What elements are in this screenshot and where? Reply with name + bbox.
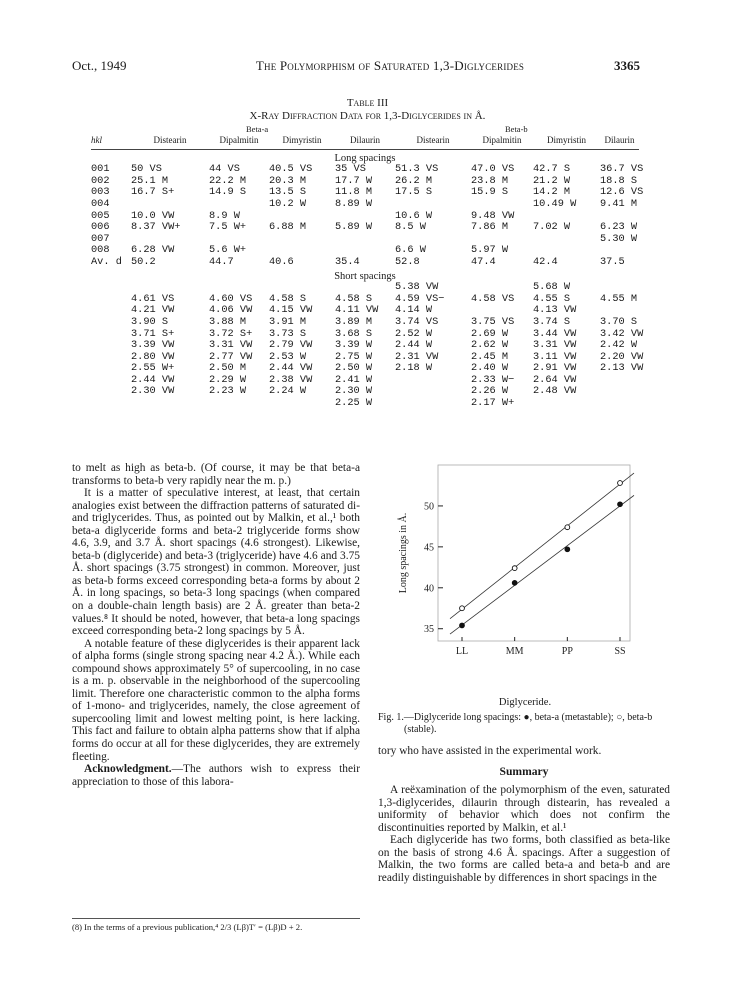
table-cell: 35 VS: [335, 163, 366, 176]
table-cell: 12.6 VS: [600, 186, 644, 199]
table-cell: 5.38 VW: [395, 281, 439, 294]
table-cell: [395, 199, 471, 211]
table-cell: 15.9 S: [471, 186, 509, 199]
acknowledgment-heading: Acknowledgment.: [84, 763, 172, 776]
table-cell: 26.2 M: [395, 174, 433, 187]
section-label: Long spacings: [334, 152, 396, 164]
x-ray-diffraction-table: [91, 135, 644, 410]
beta-b-point: [565, 525, 570, 530]
table-cell: 007: [91, 232, 110, 245]
table-cell: 4.55 M: [600, 292, 638, 305]
table-cell: 10.49 W: [533, 197, 577, 210]
table-cell: 2.42 W: [600, 339, 638, 352]
x-tick-label: SS: [614, 646, 626, 657]
beta-a-point: [618, 502, 623, 507]
x-tick-label: LL: [455, 646, 469, 657]
table-row: [91, 199, 639, 211]
table-cell: [471, 199, 533, 211]
group-label-beta-a: Beta-a: [246, 124, 269, 134]
table-cell: 21.2 W: [533, 174, 571, 187]
table-cell: 3.89 M: [335, 315, 373, 328]
table-cell: 51.3 VS: [395, 163, 439, 176]
table-cell: 002: [91, 174, 110, 187]
table-cell: 4.14 W: [395, 304, 433, 317]
table-cell: 2.50 W: [335, 362, 373, 375]
table-cell: 2.30 VW: [131, 385, 175, 398]
table-cell: [91, 282, 131, 294]
table-cell: [209, 282, 269, 294]
table-cell: 50 VS: [131, 163, 162, 176]
column-header: hkl: [91, 135, 102, 145]
beta-a-point: [512, 580, 517, 585]
table-cell: 23.8 M: [471, 174, 509, 187]
table-cell: 3.75 VS: [471, 315, 515, 328]
table-cell: 2.33 W−: [471, 373, 515, 386]
table-cell: 2.31 VW: [395, 350, 439, 363]
table-cell: [395, 375, 471, 387]
series-line-beta-b: [450, 473, 634, 619]
table-cell: 17.5 S: [395, 186, 433, 199]
table-cell: 2.40 W: [471, 362, 509, 375]
table-cell: 20.3 M: [269, 174, 307, 187]
table-cell: 005: [91, 209, 110, 222]
table-cell: [209, 398, 269, 410]
table-cell: 2.64 VW: [533, 373, 577, 386]
table-cell: 22.2 M: [209, 174, 247, 187]
table-cell: 3.74 S: [533, 315, 571, 328]
column-header: Dimyristin: [282, 135, 322, 145]
figure-1: [380, 455, 670, 690]
table-cell: 42.4: [533, 255, 558, 268]
table-cell: 2.13 VW: [600, 362, 644, 375]
table-cell: 3.31 VW: [533, 339, 577, 352]
column-header: Dimyristin: [546, 135, 586, 145]
table-cell: 7.02 W: [533, 221, 571, 234]
table-caption: X-Ray Diffraction Data for 1,3-Diglycerides in Å.: [249, 110, 486, 122]
table-cell: 001: [91, 163, 110, 176]
table-cell: [533, 398, 600, 410]
table-cell: [91, 375, 131, 387]
table-cell: [600, 398, 639, 410]
table-cell: 2.48 VW: [533, 385, 577, 398]
table-cell: [600, 282, 639, 294]
table-cell: 6.88 M: [269, 221, 307, 234]
table-cell: [131, 199, 209, 211]
table-cell: 2.91 VW: [533, 362, 577, 375]
table-cell: 2.44 VW: [269, 362, 313, 375]
table-cell: 40.5 VS: [269, 163, 313, 176]
table-cell: [335, 282, 395, 294]
table-cell: [395, 386, 471, 398]
table-cell: 4.21 VW: [131, 304, 175, 317]
table-cell: 3.88 M: [209, 315, 247, 328]
running-header-title: The Polymorphism of Saturated 1,3-Diglycerides: [255, 58, 525, 73]
table-cell: 2.69 W: [471, 327, 509, 340]
table-cell: 4.55 S: [533, 292, 571, 305]
table-cell: 25.1 M: [131, 174, 169, 187]
series-line-beta-a: [450, 495, 634, 634]
table-cell: 10.2 W: [269, 197, 307, 210]
table-cell: 5.89 W: [335, 221, 373, 234]
table-cell: 3.39 W: [335, 339, 373, 352]
table-cell: 3.91 M: [269, 315, 307, 328]
table-cell: 4.58 VS: [471, 292, 515, 305]
table-cell: [91, 398, 131, 410]
table-cell: 7.5 W+: [209, 221, 247, 234]
table-cell: 5.6 W+: [209, 244, 247, 257]
table-cell: 3.11 VW: [533, 350, 577, 363]
table-cell: 2.17 W+: [471, 397, 515, 410]
table-cell: 8.37 VW+: [131, 221, 181, 234]
summary-paragraph-2: Each diglyceride has two forms, both classified as beta-like on the basis of strong 4.6 Å. spacings. After a suggestion of Malkin, the two forms are called beta-a and beta-b and are readily distinguishable by differences in short spacings in the: [378, 834, 670, 884]
table-cell: 3.71 S+: [131, 327, 175, 340]
column-header: Dipalmitin: [219, 135, 259, 145]
table-cell: 2.79 VW: [269, 339, 313, 352]
table-cell: 4.15 VW: [269, 304, 313, 317]
table-cell: 2.80 VW: [131, 350, 175, 363]
table-cell: 9.41 M: [600, 197, 638, 210]
table-cell: [395, 398, 471, 410]
table-cell: 47.0 VS: [471, 163, 515, 176]
table-header-row: [91, 135, 639, 149]
footnote-8: (8) In the terms of a previous publication,⁴ 2/3 (Lβ)T′ = (Lβ)D + 2.: [72, 922, 303, 932]
page-number: 3365: [614, 58, 640, 73]
table-cell: [269, 398, 335, 410]
table-cell: 8.5 W: [395, 221, 426, 234]
beta-a-point: [565, 547, 570, 552]
table-cell: 4.06 VW: [209, 304, 253, 317]
column-header: Distearin: [416, 135, 450, 145]
table-row: [91, 317, 639, 329]
table-cell: 2.24 W: [269, 385, 307, 398]
table-cell: 9.48 VW: [471, 209, 515, 222]
x-axis-label: Diglyceride.: [498, 697, 552, 708]
table-cell: 5.97 W: [471, 244, 509, 257]
table-cell: 44 VS: [209, 163, 240, 176]
table-cell: 13.5 S: [269, 186, 307, 199]
y-tick-label: 45: [424, 542, 434, 554]
table-cell: 2.50 M: [209, 362, 247, 375]
table-cell: 3.44 VW: [533, 327, 577, 340]
figure-caption: Fig. 1.—Diglyceride long spacings: ●, beta-a (metastable); ○, beta-b (stable).: [378, 712, 653, 735]
table-cell: 4.58 S: [335, 292, 373, 305]
table-cell: 2.20 VW: [600, 350, 644, 363]
table-cell: 5.68 W: [533, 281, 571, 294]
table-cell: 3.74 VS: [395, 315, 439, 328]
table-cell: 42.7 S: [533, 163, 571, 176]
table-cell: 17.7 W: [335, 174, 373, 187]
column-header: Dilaurin: [604, 135, 635, 145]
table-row: [91, 282, 639, 294]
table-cell: 14.2 M: [533, 186, 571, 199]
table-cell: 2.52 W: [395, 327, 433, 340]
table-cell: 11.8 M: [335, 186, 373, 199]
y-tick-label: 35: [424, 624, 434, 636]
table-cell: 3.90 S: [131, 315, 169, 328]
table-cell: [91, 363, 131, 375]
table-cell: 7.86 M: [471, 221, 509, 234]
column-header: Distearin: [153, 135, 187, 145]
table-cell: [131, 398, 209, 410]
table-cell: 3.70 S: [600, 315, 638, 328]
table-cell: 4.13 VW: [533, 304, 577, 317]
table-cell: [91, 329, 131, 341]
table-cell: 35.4: [335, 255, 360, 268]
x-tick-label: MM: [505, 646, 524, 657]
plot-frame: [438, 465, 630, 641]
table-cell: 50.2: [131, 255, 156, 268]
paragraph-analogies: It is a matter of speculative interest, at least, that certain analogies exist between the diffraction patterns of saturated di- and triglycerides. Thus, as pointed out by Malkin, et al.,¹ both beta-a diglyceride forms and beta-2 triglyceride forms show 4.6, 3.9, and 3.7 Å. short spacings (4.6 strongest). Likewise, beta-b (diglyceride) and beta-3 (triglyceride) have 4.6 and 3.75 Å. short spacings (3.75 strongest) in common. Moreover, just as beta-b forms exceed corresponding beta-a forms by about 2 Å. in long spacings, so beta-3 long spacings (when compared on a double-chain length basis) are 2 Å. greater than beta-2 values.⁸ It should be noted, however, that beta-a long spacings exceed corresponding beta-2 long spacings by 5 Å.: [72, 487, 360, 638]
table-cell: 4.60 VS: [209, 292, 253, 305]
table-cell: 4.58 S: [269, 292, 307, 305]
table-cell: [131, 282, 209, 294]
table-cell: 003: [91, 186, 110, 199]
table-cell: [533, 234, 600, 246]
table-cell: 8.89 W: [335, 197, 373, 210]
table-cell: 008: [91, 244, 110, 257]
table-cell: 006: [91, 221, 110, 234]
table-cell: [335, 234, 395, 246]
right-text-column: [378, 745, 670, 884]
table-cell: 2.18 W: [395, 362, 433, 375]
table-cell: 2.44 VW: [131, 373, 175, 386]
table-cell: 10.0 VW: [131, 209, 175, 222]
table-cell: 4.11 VW: [335, 304, 379, 317]
summary-heading: Summary: [499, 764, 549, 778]
beta-b-point: [618, 481, 623, 486]
table-row: [91, 398, 639, 410]
table-cell: 18.8 S: [600, 174, 638, 187]
table-cell: Av. d: [91, 255, 122, 268]
table-cell: 2.77 VW: [209, 350, 253, 363]
table-cell: 6.6 W: [395, 244, 426, 257]
table-cell: 8.9 W: [209, 209, 240, 222]
table-cell: [91, 317, 131, 329]
table-cell: 3.42 VW: [600, 327, 644, 340]
paragraph-laboratory: tory who have assisted in the experimental work.: [378, 745, 602, 757]
table-cell: [600, 386, 639, 398]
table-cell: [91, 386, 131, 398]
table-cell: 2.23 W: [209, 385, 247, 398]
table-cell: 2.25 W: [335, 397, 373, 410]
group-label-beta-b: Beta-b: [505, 124, 528, 134]
table-cell: 4.61 VS: [131, 292, 175, 305]
table-cell: 5.30 W: [600, 232, 638, 245]
section-label: Short spacings: [334, 270, 396, 282]
table-cell: [91, 352, 131, 364]
table-cell: 2.55 W+: [131, 362, 175, 375]
summary-paragraph-1: A reëxamination of the polymorphism of the even, saturated 1,3-diglycerides, dilaurin through distearin, has revealed a uniformity of behavior which does not confirm the discontinuities reported by Malkin, et al.¹: [378, 784, 670, 834]
footnote-rule: [72, 918, 360, 919]
table-cell: [269, 234, 335, 246]
table-cell: 2.75 W: [335, 350, 373, 363]
beta-b-point: [512, 566, 517, 571]
table-cell: 16.7 S+: [131, 186, 175, 199]
table-cell: 2.62 W: [471, 339, 509, 352]
table-cell: 6.28 VW: [131, 244, 175, 257]
column-header: Dipalmitin: [482, 135, 522, 145]
table-cell: 2.45 M: [471, 350, 509, 363]
table-cell: 36.7 VS: [600, 163, 644, 176]
y-axis-label: Long spacings in Å.: [398, 512, 409, 594]
y-tick-label: 40: [424, 583, 434, 595]
table-cell: 2.41 W: [335, 373, 373, 386]
table-cell: 3.68 S: [335, 327, 373, 340]
long-spacings-chart: [380, 455, 670, 690]
column-header: Dilaurin: [350, 135, 380, 145]
table-cell: 14.9 S: [209, 186, 247, 199]
table-row: [91, 257, 639, 269]
paragraph-alpha-forms: A notable feature of these diglycerides is their apparent lack of alpha forms (single strong spacing near 4.2 Å.). While each compound shows approximately 5° of supercooling, in no case is a m. p. observable in the neighborhood of the supercooling limit. Therefore one characteristic common to the alpha forms of 1-mono- and triglycerides, namely, the close agreement of supercooling limit and lowest melting point, is here lacking. This fact and failure to obtain alpha patterns show that if alpha forms do occur at all for these diglycerides, they are extremely fleeting.: [72, 637, 360, 763]
paragraph-acknowledgment: [72, 763, 360, 788]
left-text-column: [72, 462, 360, 788]
table-cell: 2.53 W: [269, 350, 307, 363]
table-cell: 2.38 VW: [269, 373, 313, 386]
table-cell: [600, 375, 639, 387]
table-cell: 4.59 VS−: [395, 292, 445, 305]
table-cell: 44.7: [209, 255, 234, 268]
table-cell: [91, 340, 131, 352]
table-cell: 2.26 W: [471, 385, 509, 398]
table-cell: [91, 294, 131, 306]
table-label: Table III: [346, 97, 389, 109]
table-row: [91, 222, 639, 234]
table-cell: 3.73 S: [269, 327, 307, 340]
table-cell: 10.6 W: [395, 209, 433, 222]
table-cell: 004: [91, 197, 110, 210]
x-tick-label: PP: [561, 646, 573, 657]
table-row: [91, 340, 639, 352]
table-cell: 52.8: [395, 255, 420, 268]
table-cell: 2.29 W: [209, 373, 247, 386]
y-tick-label: 50: [424, 501, 434, 513]
table-cell: [91, 305, 131, 317]
table-cell: [471, 282, 533, 294]
acknowledgment-text: —The authors wish to express their appreciation to those of this labora-: [72, 763, 360, 788]
table-cell: 3.39 VW: [131, 339, 175, 352]
table-cell: 40.6: [269, 255, 294, 268]
table-cell: 3.31 VW: [209, 339, 253, 352]
table-cell: 47.4: [471, 255, 496, 268]
paragraph-continued: to melt as high as beta-b. (Of course, it may be that beta-a transforms to beta-b very rapidly near the m. p.): [72, 462, 360, 487]
table-cell: 2.44 W: [395, 339, 433, 352]
table-cell: 6.23 W: [600, 221, 638, 234]
table-cell: 3.72 S+: [209, 327, 253, 340]
beta-a-point: [460, 623, 465, 628]
table-cell: [209, 199, 269, 211]
beta-b-point: [460, 606, 465, 611]
table-cell: 2.30 W: [335, 385, 373, 398]
running-header-date: Oct., 1949: [72, 58, 127, 73]
table-cell: [269, 282, 335, 294]
table-cell: 37.5: [600, 255, 625, 268]
